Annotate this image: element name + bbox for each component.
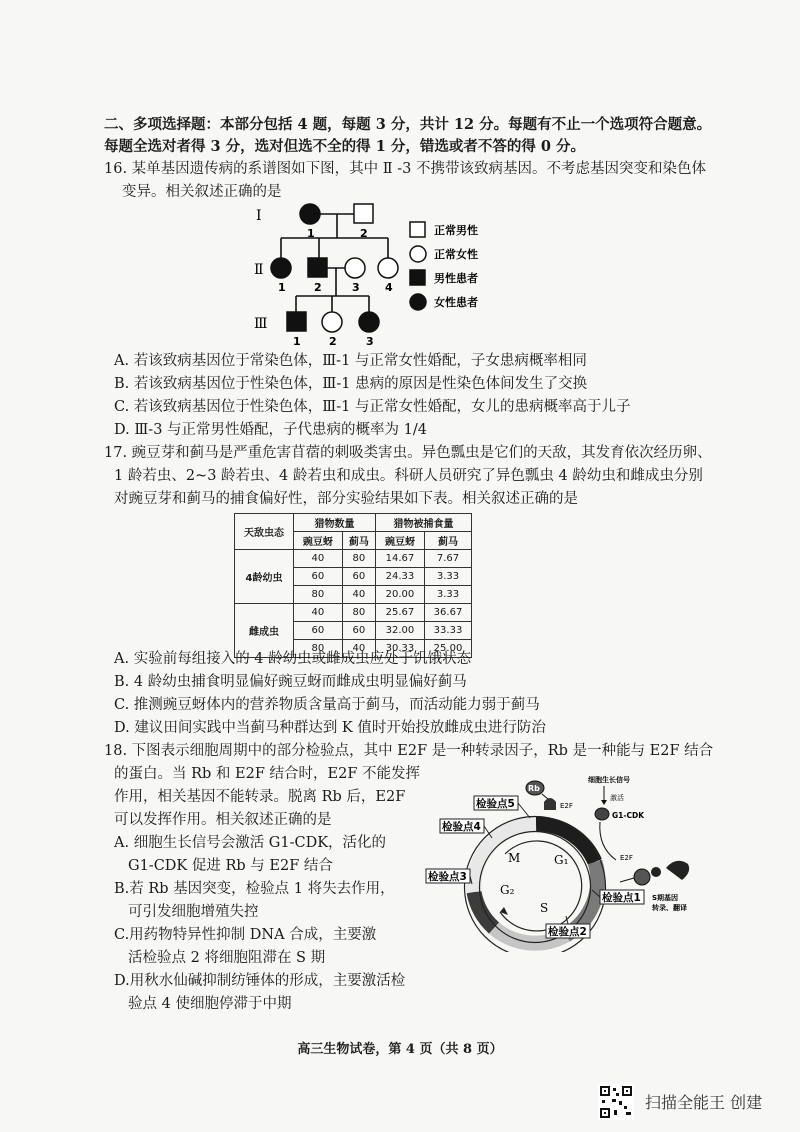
q18-option-a-line2: G1-CDK 促进 Rb 与 E2F 结合 — [128, 858, 333, 874]
q18-option-c-line1: C.用药物特异性抑制 DNA 合成，主要激 — [114, 927, 377, 943]
table-cell: 36.67 — [425, 604, 472, 622]
q17-stem-line1: 17. 豌豆芽和蓟马是严重危害苜蓿的刺吸类害虫。异色瓢虫是它们的天敌，其发育依次经历卵、 — [104, 445, 712, 461]
table-cell: 60 — [294, 622, 343, 640]
m-phase-arc — [474, 824, 536, 892]
table-stage-cell: 4龄幼虫 — [235, 550, 294, 604]
q17-stem-line2: 1 龄若虫、2~3 龄若虫、4 龄若虫和成虫。科研人员研究了异色瓢虫 4 龄幼虫和雌成虫分别 — [114, 468, 703, 484]
table-cell: 80 — [342, 550, 375, 568]
table-cell: 40 — [342, 586, 375, 604]
phosphate-icon — [651, 867, 661, 877]
table-cell: 14.67 — [375, 550, 424, 568]
table-cell: 25.00 — [425, 640, 472, 658]
transcription-label: 转录、翻译 — [652, 904, 687, 912]
table-header-count: 猎物数量 — [294, 514, 376, 532]
checkpoint-5-label: 检验点5 — [476, 798, 515, 810]
pedigree-number: 3 — [366, 335, 374, 346]
q17-option-a: A. 实验前每组接入的 4 龄幼虫或雌成虫应处于饥饿状态 — [114, 651, 472, 667]
q17-option-b: B. 4 龄幼虫捕食明显偏好豌豆蚜而雌成虫明显偏好蓟马 — [114, 674, 467, 690]
legend-normal-male-icon — [410, 222, 425, 237]
q17-option-d: D. 建议田间实践中当蓟马种群达到 K 值时开始投放雌成虫进行防治 — [114, 720, 546, 736]
q16-option-c: C. 若该致病基因位于性染色体，Ⅲ-1 与正常女性婚配，女儿的患病概率高于儿子 — [114, 399, 631, 415]
table-cell: 3.33 — [425, 586, 472, 604]
table-cell: 32.00 — [375, 622, 424, 640]
pedigree-III-1-affected-male — [287, 312, 306, 331]
predation-table — [234, 513, 472, 658]
section-title-line2: 每题全选对者得 3 分，选对但选不全的得 1 分，错选或者不答的得 0 分。 — [104, 138, 586, 155]
table-cell: 40 — [342, 640, 375, 658]
gen-label-I: Ⅰ — [256, 208, 262, 224]
table-subheader: 豌豆蚜 — [375, 532, 424, 550]
pedigree-number: 1 — [293, 335, 301, 346]
phase-label-g1: G₁ — [554, 853, 569, 867]
q16-stem-line1: 16. 某单基因遗传病的系谱图如下图，其中 Ⅱ -3 不携带该致病基因。不考虑基因突变和染色体 — [104, 161, 706, 177]
s-phase-gene-label: S期基因 — [652, 894, 679, 902]
pedigree-number: 3 — [352, 281, 360, 294]
rb-label: Rb — [528, 784, 540, 793]
pedigree-I-2-normal-male — [354, 204, 373, 223]
pedigree-number: 2 — [314, 281, 322, 294]
legend-label: 正常男性 — [434, 224, 478, 237]
pedigree-chart — [250, 198, 500, 346]
pedigree-number: 1 — [307, 227, 315, 240]
table-header-row — [235, 514, 472, 532]
pedigree-number: 1 — [278, 281, 286, 294]
e2f-complex-icon — [634, 869, 650, 885]
g1-cdk-icon — [595, 808, 609, 820]
legend-label: 男性患者 — [434, 272, 478, 285]
table-header-eaten: 猎物被捕食量 — [375, 514, 471, 532]
page-footer: 高三生物试卷，第 4 页（共 8 页） — [297, 1042, 503, 1057]
e2f-protein-icon — [544, 798, 556, 810]
phase-label-g2: G₂ — [500, 883, 515, 897]
q18-stem-line1: 18. 下图表示细胞周期中的部分检验点，其中 E2F 是一种转录因子，Rb 是一种能与 E2F 结合 — [104, 743, 714, 759]
e2f-free-icon — [666, 861, 689, 880]
q18-option-b-line2: 可引发细胞增殖失控 — [128, 904, 259, 920]
table-cell: 80 — [342, 604, 375, 622]
e2f-label-right: E2F — [620, 854, 633, 862]
e2f-label-top: E2F — [560, 802, 573, 810]
q18-option-d-line1: D.用秋水仙碱抑制纺锤体的形成，主要激活检 — [114, 973, 406, 989]
activate-label: 激活 — [610, 794, 624, 802]
table-stage-cell: 雌成虫 — [235, 604, 294, 658]
gen-label-II: Ⅱ — [254, 262, 264, 278]
qr-code-icon — [598, 1084, 634, 1120]
q16-option-b: B. 若该致病基因位于性染色体，Ⅲ-1 患病的原因是性染色体间发生了交换 — [114, 376, 588, 392]
table-cell: 60 — [342, 622, 375, 640]
pedigree-number: 2 — [360, 227, 368, 240]
q17-stem-line3: 对豌豆芽和蓟马的捕食偏好性，部分实验结果如下表。相关叙述正确的是 — [114, 491, 578, 507]
table-cell: 60 — [294, 568, 343, 586]
q18-stem-line4: 可以发挥作用。相关叙述正确的是 — [114, 812, 332, 828]
growth-signal-label: 细胞生长信号 — [588, 776, 630, 784]
table-cell: 24.33 — [375, 568, 424, 586]
checkpoint-4-label: 检验点4 — [442, 821, 481, 833]
pedigree-III-3-affected-female — [359, 312, 379, 332]
table-cell: 30.33 — [375, 640, 424, 658]
pedigree-number: 2 — [329, 335, 337, 346]
g1-cdk-label: G1-CDK — [612, 811, 645, 820]
pedigree-III-2-normal-female — [322, 312, 342, 332]
legend-affected-male-icon — [410, 270, 425, 285]
phase-label-s: S — [540, 901, 549, 915]
q17-option-c: C. 推测豌豆蚜体内的营养物质含量高于蓟马，而活动能力弱于蓟马 — [114, 697, 540, 713]
phase-label-m: M — [508, 851, 521, 865]
table-cell: 25.67 — [375, 604, 424, 622]
q18-stem-line2: 的蛋白。当 Rb 和 E2F 结合时，E2F 不能发挥 — [114, 766, 420, 782]
pedigree-II-2-affected-male — [308, 258, 327, 277]
table-subheader: 蓟马 — [342, 532, 375, 550]
table-cell: 80 — [294, 586, 343, 604]
table-subheader: 豌豆蚜 — [294, 532, 343, 550]
pedigree-II-3-normal-female — [345, 258, 365, 278]
pedigree-I-1-affected-female — [300, 204, 320, 224]
section-title-line1: 二、多项选择题：本部分包括 4 题，每题 3 分，共计 12 分。每题有不止一个选项符合题意。 — [104, 116, 712, 133]
pedigree-number: 4 — [385, 281, 393, 294]
table-header-stage: 天敌虫态 — [235, 514, 294, 550]
table-cell: 40 — [294, 604, 343, 622]
q18-option-c-line2: 活检验点 2 将细胞阻滞在 S 期 — [128, 950, 326, 966]
legend-normal-female-icon — [410, 246, 426, 262]
table-cell: 7.67 — [425, 550, 472, 568]
checkpoint-3-label: 检验点3 — [428, 871, 467, 883]
scanner-watermark: 扫描全能王 创建 — [645, 1093, 763, 1112]
q16-option-a: A. 若该致病基因位于常染色体，Ⅲ-1 与正常女性婚配，子女患病概率相同 — [114, 353, 587, 369]
checkpoint-1-label: 检验点1 — [602, 892, 641, 904]
table-cell: 40 — [294, 550, 343, 568]
table-row — [235, 604, 472, 622]
legend-label: 正常女性 — [434, 248, 478, 261]
legend-label: 女性患者 — [434, 296, 478, 309]
q18-stem-line3: 作用，相关基因不能转录。脱离 Rb 后，E2F — [114, 789, 406, 805]
q18-option-b-line1: B.若 Rb 基因突变，检验点 1 将失去作用， — [114, 881, 395, 897]
legend-affected-female-icon — [410, 294, 426, 310]
table-cell: 33.33 — [425, 622, 472, 640]
pedigree-II-1-affected-female — [271, 258, 291, 278]
q16-option-d: D. Ⅲ-3 与正常男性婚配，子代患病的概率为 1/4 — [114, 422, 427, 438]
table-cell: 3.33 — [425, 568, 472, 586]
pedigree-II-4-normal-female — [378, 258, 398, 278]
table-cell: 80 — [294, 640, 343, 658]
table-row — [235, 550, 472, 568]
checkpoint-2-label: 检验点2 — [548, 926, 587, 938]
table-subheader: 蓟马 — [425, 532, 472, 550]
q18-option-d-line2: 验点 4 使细胞停滞于中期 — [128, 996, 292, 1012]
gen-label-III: Ⅲ — [254, 316, 268, 332]
cell-cycle-diagram — [420, 772, 700, 952]
q16-stem-line2: 变异。相关叙述正确的是 — [122, 184, 282, 200]
table-cell: 60 — [342, 568, 375, 586]
q18-option-a-line1: A. 细胞生长信号会激活 G1-CDK，活化的 — [114, 835, 387, 851]
table-cell: 20.00 — [375, 586, 424, 604]
